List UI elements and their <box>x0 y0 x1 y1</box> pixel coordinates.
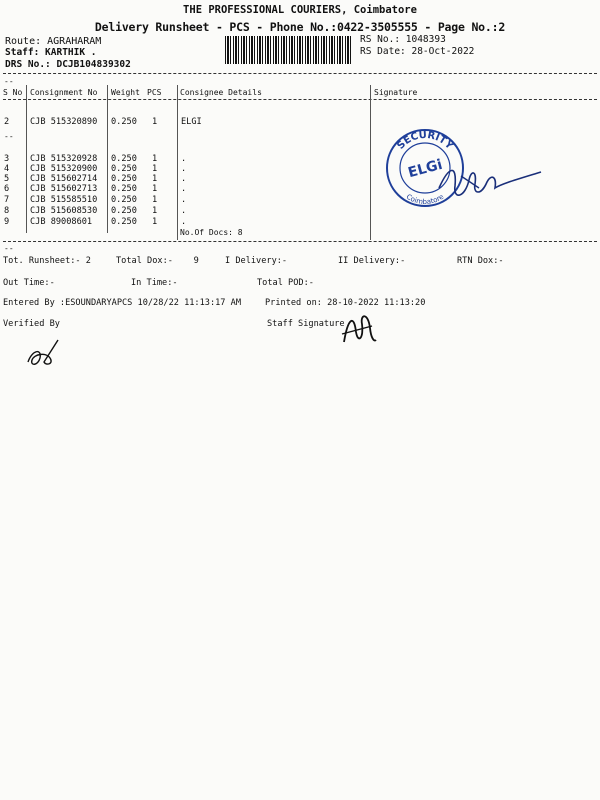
header-weight: Weight <box>111 88 140 97</box>
row-pcs: 1 <box>152 174 158 184</box>
row-consignment: CJB 515320928 <box>30 154 98 164</box>
runsheet-title: Delivery Runsheet - PCS - Phone No.:0422-3505555 - Page No.:2 <box>94 20 506 34</box>
row-weight: 0.250 <box>111 184 137 194</box>
header-consignee: Consignee Details <box>180 88 262 97</box>
total-pod: Total POD:- <box>257 278 314 288</box>
no-of-docs: No.Of Docs: 8 <box>180 228 243 237</box>
col-divider-4 <box>370 85 371 240</box>
header-consignment: Consignment No <box>30 88 98 97</box>
row-consignee: . <box>181 195 187 205</box>
row-marker: -- <box>4 132 14 141</box>
row-consignee: ELGI <box>181 117 202 127</box>
divider-top <box>3 73 597 74</box>
row-consignee: . <box>181 154 187 164</box>
verifier-signature <box>24 336 64 372</box>
entered-by: Entered By :ESOUNDARYAPCS 10/28/22 11:13:17 AM <box>3 298 241 308</box>
row-consignee: . <box>181 206 187 216</box>
row-consignment: CJB 515608530 <box>30 206 98 216</box>
verified-by: Verified By <box>3 319 60 329</box>
svg-text:SECURITY <box>395 130 455 152</box>
row-consignee: . <box>181 217 187 227</box>
row-pcs: 1 <box>152 184 158 194</box>
col-divider-2 <box>107 85 108 233</box>
rs-number: RS No.: 1048393 <box>360 34 446 45</box>
row-pcs: 1 <box>152 217 158 227</box>
row-sno: 5 <box>4 174 10 184</box>
col-divider-3 <box>177 85 178 240</box>
row-weight: 0.250 <box>111 174 137 184</box>
row-pcs: 1 <box>152 164 158 174</box>
rtn-dox: RTN Dox:- <box>457 256 504 266</box>
row-sno: 8 <box>4 206 10 216</box>
row-weight: 0.250 <box>111 164 137 174</box>
staff-signature <box>338 308 378 348</box>
row-pcs: 1 <box>152 206 158 216</box>
header-sno: S No <box>3 88 23 97</box>
in-time: In Time:- <box>131 278 178 288</box>
total-dox: Total Dox:- 9 <box>116 256 199 266</box>
row-sno: 2 <box>4 117 10 127</box>
row-weight: 0.250 <box>111 217 137 227</box>
row-weight: 0.250 <box>111 117 137 127</box>
row-consignee: . <box>181 164 187 174</box>
row-sno: 4 <box>4 164 10 174</box>
rs-date: RS Date: 28-Oct-2022 <box>360 46 475 57</box>
row-consignment: CJB 515602714 <box>30 174 98 184</box>
row-weight: 0.250 <box>111 206 137 216</box>
printed-on: Printed on: 28-10-2022 11:13:20 <box>265 298 426 308</box>
row-consignment: CJB 515320900 <box>30 164 98 174</box>
stamp-top-text: SECURITY <box>395 129 455 152</box>
route-label: Route: AGRAHARAM <box>5 36 102 47</box>
staff-signature-label: Staff Signature <box>267 319 345 329</box>
row-sno: 6 <box>4 184 10 194</box>
row-consignment: CJB 515602713 <box>30 184 98 194</box>
row-sno: 9 <box>4 217 10 227</box>
row-marker: -- <box>4 77 14 86</box>
row-consignee: . <box>181 184 187 194</box>
row-pcs: 1 <box>152 117 158 127</box>
row-consignment: CJB 515585510 <box>30 195 98 205</box>
row-weight: 0.250 <box>111 195 137 205</box>
staff-label: Staff: KARTHIK . <box>5 47 97 58</box>
row-consignment: CJB 89008601 <box>30 217 93 227</box>
drs-number: DRS No.: DCJB104839302 <box>5 59 131 70</box>
header-pcs: PCS <box>147 88 162 97</box>
row-consignee: . <box>181 174 187 184</box>
col-divider-1 <box>26 85 27 233</box>
stamp-bottom-text: Coimbatore <box>404 192 446 207</box>
divider-table-bottom <box>3 241 597 242</box>
row-marker: -- <box>4 244 14 253</box>
row-sno: 7 <box>4 195 10 205</box>
out-time: Out Time:- <box>3 278 55 288</box>
divider-header-bottom <box>3 99 597 100</box>
company-title: THE PROFESSIONAL COURIERS, Coimbatore <box>183 4 417 16</box>
i-delivery: I Delivery:- <box>225 256 288 266</box>
row-pcs: 1 <box>152 154 158 164</box>
consignee-signature <box>435 158 545 208</box>
row-sno: 3 <box>4 154 10 164</box>
stamp-center-text: ELGi <box>406 156 445 182</box>
row-weight: 0.250 <box>111 154 137 164</box>
header-signature: Signature <box>374 88 418 97</box>
ii-delivery: II Delivery:- <box>338 256 406 266</box>
barcode <box>225 36 351 64</box>
tot-runsheet: Tot. Runsheet:- 2 <box>3 256 91 266</box>
row-pcs: 1 <box>152 195 158 205</box>
row-consignment: CJB 515320890 <box>30 117 98 127</box>
